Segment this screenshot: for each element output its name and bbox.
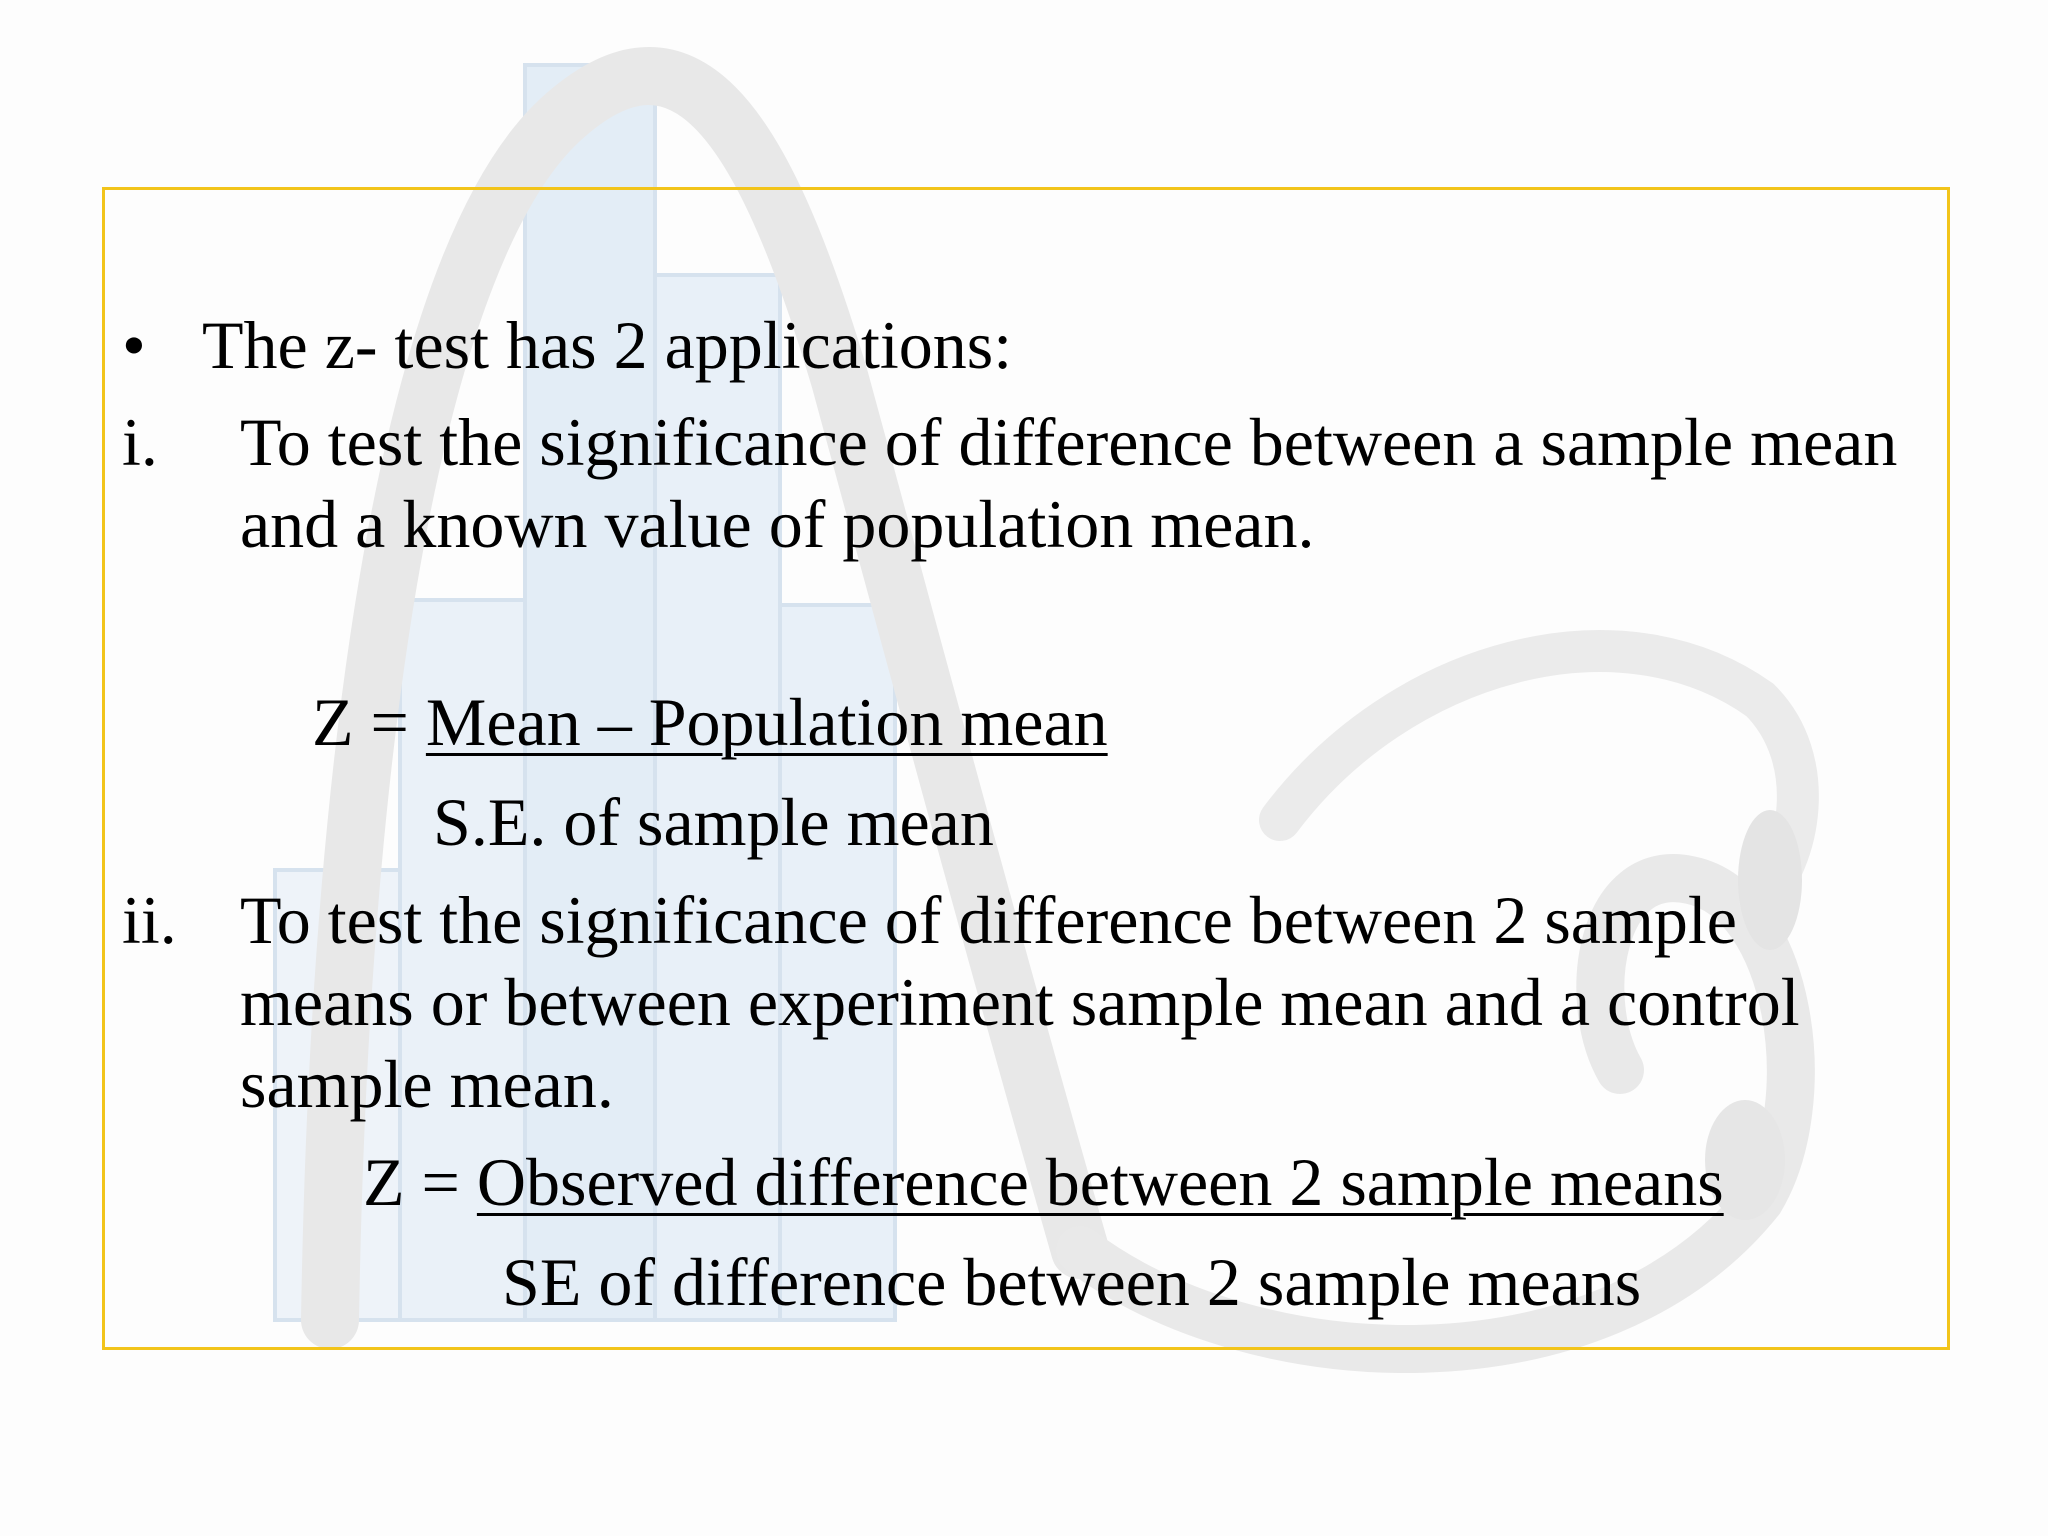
formula-1-numerator: Mean – Population mean	[425, 684, 1108, 760]
formula-1-denominator: S.E. of sample mean	[433, 784, 994, 860]
formula-2-numerator-row	[363, 1142, 1724, 1222]
formula-2-denominator: SE of difference between 2 sample means	[502, 1244, 1642, 1320]
item-ii-line-3: sample mean.	[240, 1046, 614, 1122]
formula-1-numerator-row	[312, 682, 1108, 762]
formula-2-numerator: Observed difference between 2 sample means	[476, 1144, 1724, 1220]
item-i-marker: i.	[122, 404, 158, 480]
item-i-line-2: and a known value of population mean.	[240, 486, 1315, 562]
item-ii-line-2: means or between experiment sample mean and a control	[240, 964, 1800, 1040]
item-i-line-1: To test the significance of difference between a sample mean	[240, 404, 1898, 480]
item-ii-line-1: To test the significance of difference between 2 sample	[240, 882, 1737, 958]
formula-2-lhs: Z =	[363, 1144, 477, 1220]
item-ii-marker: ii.	[122, 882, 177, 958]
intro-text: The z- test has 2 applications:	[202, 307, 1013, 383]
bullet-icon: •	[122, 307, 146, 383]
formula-1-lhs: Z =	[312, 684, 426, 760]
